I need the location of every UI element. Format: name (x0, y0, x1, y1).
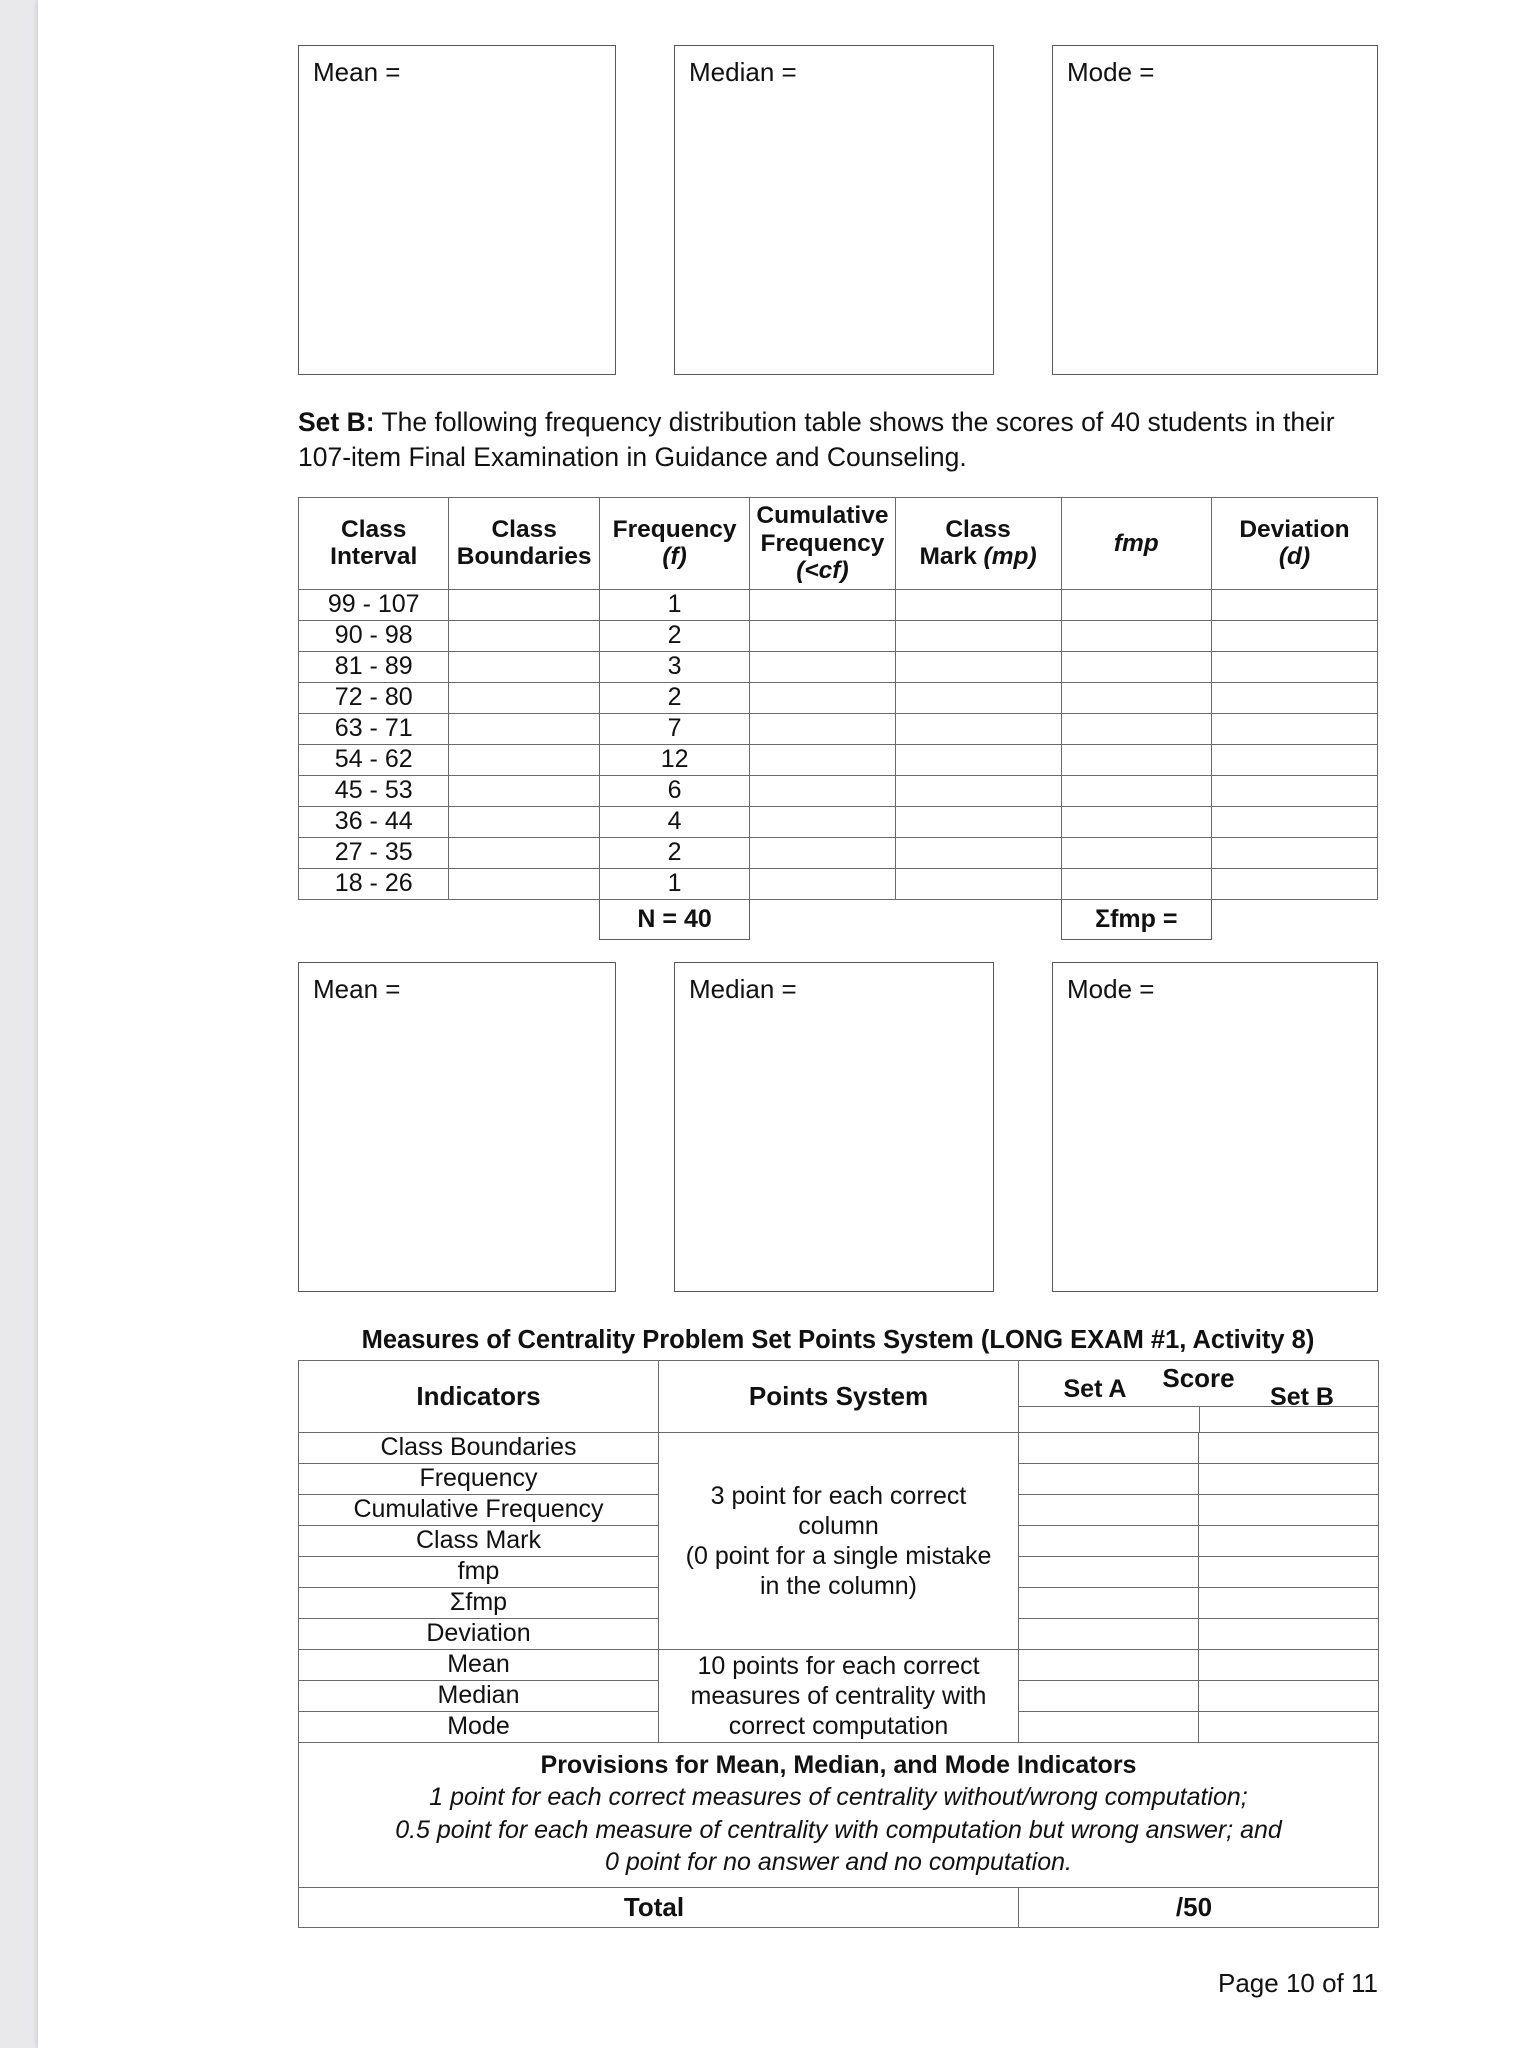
answer-box-mode-top[interactable]: Mode = (1052, 45, 1378, 375)
score-set-b-cell[interactable] (1199, 1432, 1379, 1463)
cell-class-boundaries[interactable] (449, 868, 599, 899)
answer-boxes-bottom (298, 962, 1378, 1292)
header-cumulative-frequency: Cumulative Frequency (<cf) (750, 497, 895, 589)
cell-deviation[interactable] (1212, 620, 1378, 651)
set-b-text: The following frequency distribution table shows the scores of 40 students in their 107-item Final Examination in Guidance and Counseling. (298, 407, 1335, 472)
spacer-cell (750, 899, 895, 939)
score-set-a-cell[interactable] (1019, 1556, 1199, 1587)
provisions-heading: Provisions for Mean, Median, and Mode Indicators (540, 1750, 1137, 1779)
points-system-title: Measures of Centrality Problem Set Points System (LONG EXAM #1, Activity 8) (361, 1325, 1315, 1354)
cell-class-mark[interactable] (895, 651, 1061, 682)
cell-deviation[interactable] (1212, 589, 1378, 620)
answer-box-mean-bottom[interactable]: Mean = (298, 962, 616, 1292)
cell-class-boundaries[interactable] (449, 620, 599, 651)
spacer-cell (895, 899, 1061, 939)
cell-cumulative-frequency[interactable] (750, 837, 895, 868)
cell-class-mark[interactable] (895, 868, 1061, 899)
indicator-mean: Mean (299, 1649, 659, 1680)
score-set-a-cell[interactable] (1019, 1711, 1199, 1742)
cell-class-boundaries[interactable] (449, 837, 599, 868)
score-set-a-cell[interactable] (1019, 1525, 1199, 1556)
cell-fmp[interactable] (1061, 806, 1211, 837)
cell-frequency: 2 (599, 682, 749, 713)
cell-deviation[interactable] (1212, 713, 1378, 744)
cell-frequency: 1 (599, 589, 749, 620)
table-row (299, 589, 1378, 620)
cell-class-interval: 63 - 71 (299, 713, 449, 744)
score-vertical-divider (1199, 1406, 1200, 1432)
cell-class-boundaries[interactable] (449, 651, 599, 682)
indicator-cumulative-frequency: Cumulative Frequency (299, 1494, 659, 1525)
score-set-b-cell[interactable] (1199, 1587, 1379, 1618)
indicator-frequency: Frequency (299, 1463, 659, 1494)
cell-cumulative-frequency[interactable] (750, 713, 895, 744)
provisions-row (299, 1742, 1379, 1887)
answer-box-median-bottom[interactable]: Median = (674, 962, 994, 1292)
header-deviation: Deviation (d) (1212, 497, 1378, 589)
header-points-system: Points System (659, 1360, 1019, 1432)
score-set-b-cell[interactable] (1199, 1711, 1379, 1742)
cell-class-interval: 90 - 98 (299, 620, 449, 651)
cell-cumulative-frequency[interactable] (750, 806, 895, 837)
cell-class-interval: 54 - 62 (299, 744, 449, 775)
freq-header-row (299, 497, 1378, 589)
cell-fmp[interactable] (1061, 651, 1211, 682)
points-column-rule-line1: 3 point for each correct (710, 1481, 967, 1510)
cell-class-boundaries[interactable] (449, 682, 599, 713)
score-set-a-cell[interactable] (1019, 1494, 1199, 1525)
cell-deviation[interactable] (1212, 837, 1378, 868)
freq-totals-row (299, 899, 1378, 939)
indicator-class-boundaries: Class Boundaries (299, 1432, 659, 1463)
points-centrality-line2: measures of centrality with (690, 1681, 987, 1710)
cell-deviation[interactable] (1212, 868, 1378, 899)
cell-fmp[interactable] (1061, 682, 1211, 713)
cell-fmp[interactable] (1061, 713, 1211, 744)
cell-frequency: 7 (599, 713, 749, 744)
points-centrality-line3: correct computation (728, 1711, 949, 1740)
table-row (299, 806, 1378, 837)
total-row (299, 1887, 1379, 1927)
cell-cumulative-frequency[interactable] (750, 651, 895, 682)
cell-frequency: 2 (599, 837, 749, 868)
cell-fmp[interactable] (1061, 837, 1211, 868)
cell-frequency: 6 (599, 775, 749, 806)
document-sheet (38, 0, 1536, 2048)
score-set-b-cell[interactable] (1199, 1649, 1379, 1680)
cell-frequency: 4 (599, 806, 749, 837)
cell-class-interval: 81 - 89 (299, 651, 449, 682)
points-column-rule-line3: (0 point for a single mistake (685, 1541, 992, 1570)
cell-class-mark[interactable] (895, 620, 1061, 651)
cell-class-interval: 18 - 26 (299, 868, 449, 899)
cell-cumulative-frequency[interactable] (750, 775, 895, 806)
table-row (299, 682, 1378, 713)
score-set-b-cell[interactable] (1199, 1618, 1379, 1649)
cell-class-interval: 99 - 107 (299, 589, 449, 620)
cell-fmp[interactable] (1061, 744, 1211, 775)
points-centrality-line1: 10 points for each correct (697, 1651, 980, 1680)
table-row (299, 713, 1378, 744)
table-row (299, 1649, 1379, 1680)
cell-class-boundaries[interactable] (449, 806, 599, 837)
cell-cumulative-frequency[interactable] (750, 589, 895, 620)
header-indicators: Indicators (299, 1360, 659, 1432)
points-column-rule-line4: in the column) (759, 1571, 918, 1600)
provisions-line-3: 0 point for no answer and no computation. (605, 1848, 1072, 1877)
provisions-line-1: 1 point for each correct measures of centrality without/wrong computation; (429, 1783, 1248, 1812)
spacer-cell (299, 899, 449, 939)
table-row (299, 651, 1378, 682)
provisions-line-2: 0.5 point for each measure of centrality with computation but wrong answer; and (395, 1815, 1282, 1844)
provisions-block (299, 1742, 1379, 1887)
cell-fmp[interactable] (1061, 589, 1211, 620)
cell-deviation[interactable] (1212, 682, 1378, 713)
cell-class-interval: 72 - 80 (299, 682, 449, 713)
indicator-median: Median (299, 1680, 659, 1711)
score-set-b-cell[interactable] (1199, 1525, 1379, 1556)
score-set-a-cell[interactable] (1019, 1463, 1199, 1494)
cell-frequency: 3 (599, 651, 749, 682)
header-class-mark: Class Mark (mp) (895, 497, 1061, 589)
cell-class-interval: 45 - 53 (299, 775, 449, 806)
header-score-group (1019, 1360, 1379, 1432)
points-system-table (298, 1360, 1379, 1928)
cell-deviation[interactable] (1212, 744, 1378, 775)
cell-class-interval: 36 - 44 (299, 806, 449, 837)
indicator-mode: Mode (299, 1711, 659, 1742)
score-set-b-cell[interactable] (1199, 1556, 1379, 1587)
ps-table-body (299, 1432, 1379, 1927)
cell-cumulative-frequency[interactable] (750, 868, 895, 899)
page-footer: Page 10 of 11 (1218, 1968, 1378, 1998)
cell-deviation[interactable] (1212, 775, 1378, 806)
points-column-rule-line2: column (798, 1511, 879, 1540)
score-set-a-cell[interactable] (1019, 1432, 1199, 1463)
score-set-a-cell[interactable] (1019, 1680, 1199, 1711)
cell-deviation[interactable] (1212, 806, 1378, 837)
cell-cumulative-frequency[interactable] (750, 744, 895, 775)
header-class-mark-line2: Mark (mp) (919, 543, 1037, 571)
answer-box-mean-top[interactable]: Mean = (298, 45, 616, 375)
header-fmp: fmp (1061, 497, 1211, 589)
set-b-label: Set B: (298, 407, 375, 437)
header-class-boundaries: Class Boundaries (449, 497, 599, 589)
ps-header-row (299, 1360, 1379, 1432)
total-label: Total (299, 1887, 1019, 1927)
frequency-distribution-table (298, 497, 1378, 940)
points-centrality-rule (659, 1649, 1019, 1742)
table-row (299, 744, 1378, 775)
score-set-b-cell[interactable] (1199, 1463, 1379, 1494)
cell-class-boundaries[interactable] (449, 775, 599, 806)
header-class-interval: Class Interval (299, 497, 449, 589)
cell-class-interval: 27 - 35 (299, 837, 449, 868)
cell-fmp[interactable] (1061, 868, 1211, 899)
cell-class-boundaries[interactable] (449, 713, 599, 744)
table-row (299, 1432, 1379, 1463)
answer-box-mode-bottom[interactable]: Mode = (1052, 962, 1378, 1292)
cell-deviation[interactable] (1212, 651, 1378, 682)
header-frequency: Frequency (f) (599, 497, 749, 589)
cell-fmp[interactable] (1061, 775, 1211, 806)
cell-cumulative-frequency[interactable] (750, 620, 895, 651)
cell-class-mark[interactable] (895, 589, 1061, 620)
header-set-b: Set B (1270, 1382, 1334, 1411)
cell-fmp[interactable] (1061, 620, 1211, 651)
answer-box-median-top[interactable]: Median = (674, 45, 994, 375)
header-score-label: Score (1162, 1362, 1235, 1393)
cell-class-mark[interactable] (895, 806, 1061, 837)
score-set-b-cell[interactable] (1199, 1494, 1379, 1525)
points-column-rule (659, 1432, 1019, 1649)
score-set-a-cell[interactable] (1019, 1587, 1199, 1618)
indicator-fmp: fmp (299, 1556, 659, 1587)
cell-frequency: 12 (599, 744, 749, 775)
table-row (299, 837, 1378, 868)
table-row (299, 868, 1378, 899)
spacer-cell (449, 899, 599, 939)
document-content (298, 45, 1378, 1928)
header-set-a: Set A (1063, 1374, 1127, 1403)
score-set-b-cell[interactable] (1199, 1680, 1379, 1711)
cell-class-mark[interactable] (895, 682, 1061, 713)
set-b-instruction (298, 405, 1358, 475)
cell-class-mark[interactable] (895, 775, 1061, 806)
score-set-a-cell[interactable] (1019, 1649, 1199, 1680)
cell-class-boundaries[interactable] (449, 744, 599, 775)
score-set-a-cell[interactable] (1019, 1618, 1199, 1649)
cell-cumulative-frequency[interactable] (750, 682, 895, 713)
indicator-deviation: Deviation (299, 1618, 659, 1649)
indicator-sum-fmp: Σfmp (299, 1587, 659, 1618)
total-value[interactable]: /50 (1019, 1887, 1379, 1927)
table-row (299, 620, 1378, 651)
indicator-class-mark: Class Mark (299, 1525, 659, 1556)
table-row (299, 775, 1378, 806)
total-n-cell: N = 40 (599, 899, 749, 939)
spacer-cell (1212, 899, 1378, 939)
answer-boxes-top (298, 45, 1378, 375)
cell-class-boundaries[interactable] (449, 589, 599, 620)
cell-frequency: 2 (599, 620, 749, 651)
cell-class-mark[interactable] (895, 744, 1061, 775)
freq-table-body (299, 589, 1378, 939)
cell-frequency: 1 (599, 868, 749, 899)
cell-class-mark[interactable] (895, 713, 1061, 744)
cell-class-mark[interactable] (895, 837, 1061, 868)
sum-fmp-cell[interactable]: Σfmp = (1061, 899, 1211, 939)
